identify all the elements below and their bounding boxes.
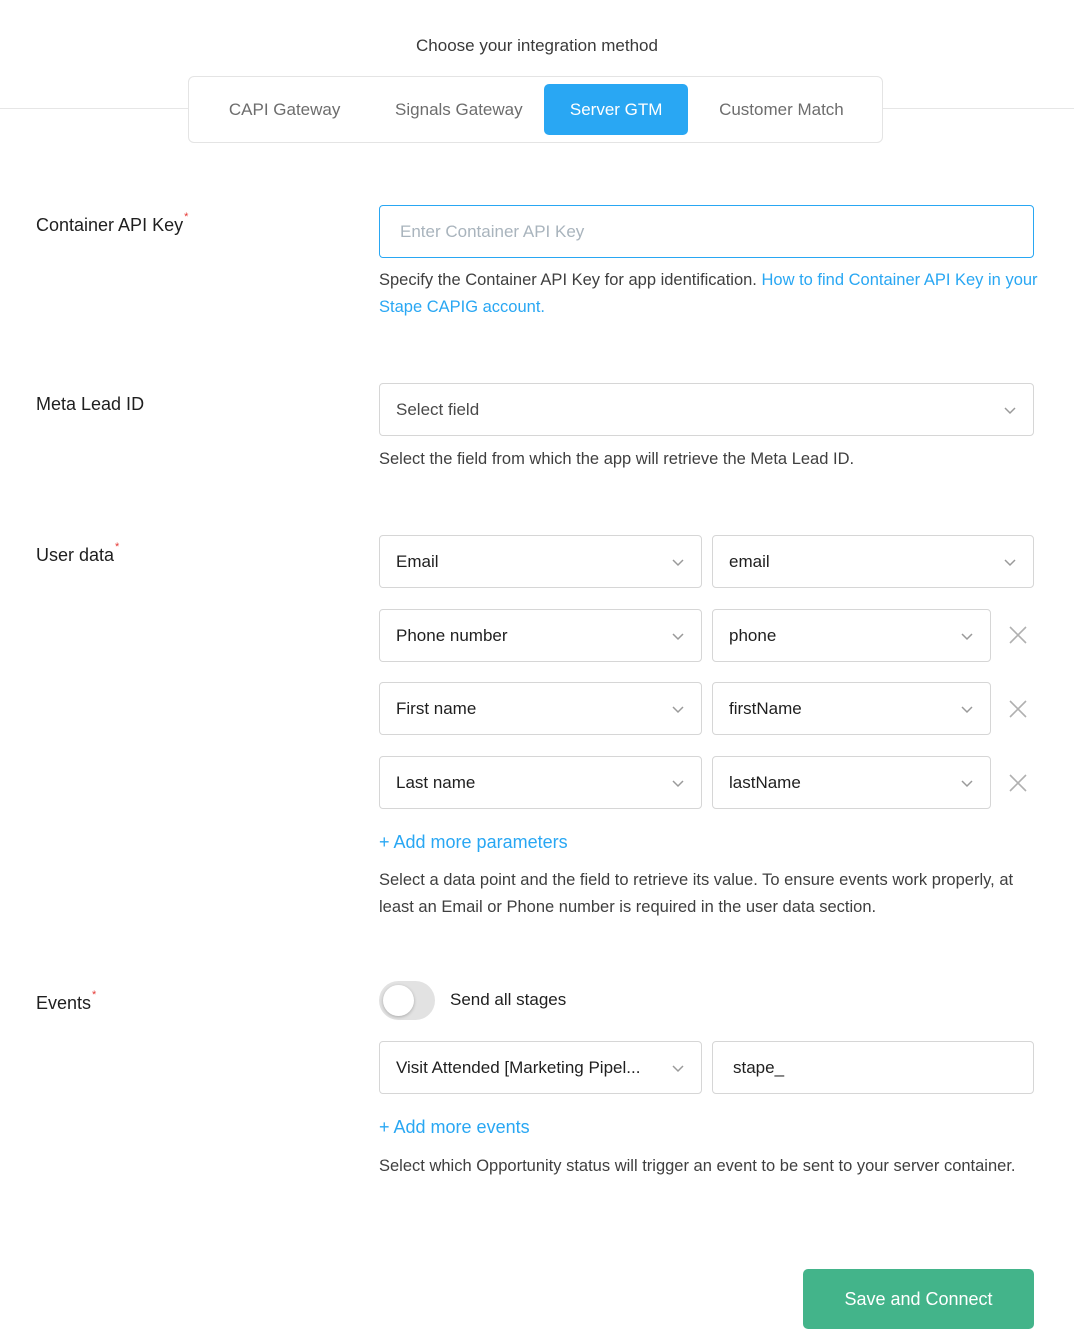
events-label-text: Events <box>36 993 92 1013</box>
user-data-label <box>36 541 120 566</box>
find-container-api-key-link[interactable]: How to find Container API Key in your Stape CAPIG account. <box>379 271 1038 316</box>
chevron-down-icon <box>960 702 974 716</box>
chevron-down-icon <box>671 555 685 569</box>
meta-lead-id-select[interactable] <box>379 383 1034 436</box>
user-data-field-value: phone <box>729 625 777 645</box>
chevron-down-icon <box>671 629 685 643</box>
user-data-point-select[interactable] <box>379 756 702 809</box>
tab-capi-gateway[interactable]: CAPI Gateway <box>228 99 341 119</box>
user-data-field-select[interactable] <box>712 756 991 809</box>
user-data-field-select[interactable] <box>712 609 991 662</box>
meta-lead-id-help: Select the field from which the app will retrieve the Meta Lead ID. <box>379 450 855 468</box>
user-data-point-select[interactable] <box>379 609 702 662</box>
container-api-key-label <box>36 211 189 236</box>
user-data-field-value: email <box>729 551 770 571</box>
user-data-point-select[interactable] <box>379 682 702 735</box>
chevron-down-icon <box>960 776 974 790</box>
add-more-parameters-link[interactable]: + Add more parameters <box>379 832 568 852</box>
user-data-label-text: User data <box>36 545 115 565</box>
user-data-point-value: Email <box>396 551 439 571</box>
chevron-down-icon <box>671 702 685 716</box>
events-help: Select which Opportunity status will trigger an event to be sent to your server container. <box>379 1157 1016 1175</box>
chevron-down-icon <box>1003 555 1017 569</box>
container-api-key-label-text: Container API Key <box>36 215 184 235</box>
required-mark: * <box>184 211 189 223</box>
integration-method-tabs <box>188 76 883 143</box>
container-api-key-help-text: Specify the Container API Key for app identification. <box>379 271 757 289</box>
required-mark: * <box>115 541 120 553</box>
user-data-help: Select a data point and the field to retrieve its value. To ensure events work properly, at least an Email or Phone number is required in the user data section. <box>379 871 1014 916</box>
event-name-input[interactable] <box>712 1041 1034 1094</box>
add-more-events-link[interactable]: + Add more events <box>379 1117 530 1137</box>
send-all-stages-toggle[interactable] <box>379 981 435 1020</box>
send-all-stages-label: Send all stages <box>450 990 567 1009</box>
chevron-down-icon <box>1003 403 1017 417</box>
remove-row-icon[interactable] <box>1008 699 1028 719</box>
event-stage-select[interactable] <box>379 1041 702 1094</box>
required-mark: * <box>92 989 97 1001</box>
tab-server-gtm[interactable]: Server GTM <box>544 84 687 135</box>
user-data-point-value: First name <box>396 698 477 718</box>
remove-row-icon[interactable] <box>1008 625 1028 645</box>
container-api-key-help <box>379 267 1039 321</box>
event-stage-value: Visit Attended [Marketing Pipel... <box>396 1057 641 1077</box>
chevron-down-icon <box>671 1061 685 1075</box>
user-data-point-value: Last name <box>396 772 476 792</box>
user-data-point-select[interactable] <box>379 535 702 588</box>
container-api-key-input[interactable] <box>379 205 1034 258</box>
chevron-down-icon <box>671 776 685 790</box>
user-data-field-value: lastName <box>729 772 801 792</box>
user-data-field-select[interactable] <box>712 535 1034 588</box>
toggle-knob <box>383 985 414 1016</box>
chevron-down-icon <box>960 629 974 643</box>
tab-customer-match[interactable]: Customer Match <box>719 99 844 119</box>
meta-lead-id-label: Meta Lead ID <box>36 394 145 414</box>
events-label <box>36 989 97 1014</box>
tab-signals-gateway[interactable]: Signals Gateway <box>395 99 523 119</box>
save-and-connect-button[interactable]: Save and Connect <box>803 1269 1034 1329</box>
meta-lead-id-select-value: Select field <box>396 399 480 419</box>
user-data-point-value: Phone number <box>396 625 508 645</box>
page-title: Choose your integration method <box>416 36 658 55</box>
remove-row-icon[interactable] <box>1008 773 1028 793</box>
user-data-field-select[interactable] <box>712 682 991 735</box>
user-data-field-value: firstName <box>729 698 802 718</box>
